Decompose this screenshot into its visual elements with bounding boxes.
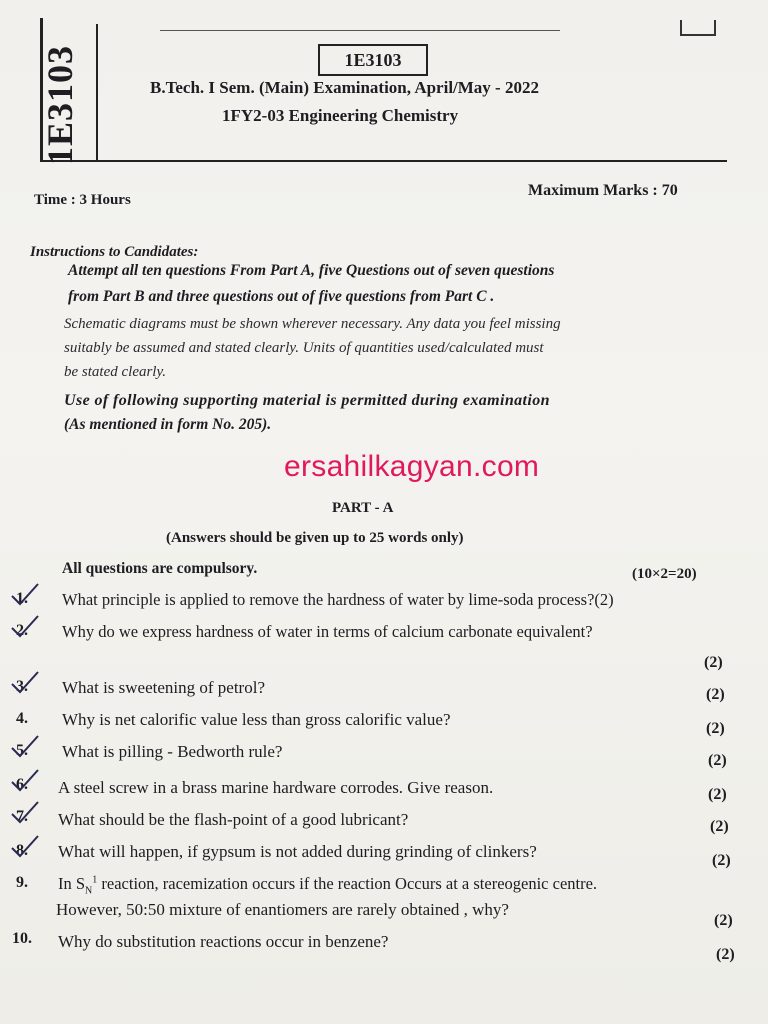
marks-scheme: (10×2=20) xyxy=(632,566,697,582)
instructions-heading: Instructions to Candidates: xyxy=(30,244,199,260)
tick-icon xyxy=(12,584,38,604)
question-marks: (2) xyxy=(708,752,727,769)
question-text: What is pilling - Bedworth rule? xyxy=(62,742,283,761)
question-text: Why do we express hardness of water in terms of calcium carbonate equivalent? xyxy=(62,622,593,641)
question-marks: (2) xyxy=(708,786,727,803)
compulsory-note: All questions are compulsory. xyxy=(62,560,258,577)
question-number: 7. xyxy=(16,808,28,825)
roll-number-line xyxy=(160,30,560,31)
question-number: 4. xyxy=(16,710,28,727)
question-marks: (2) xyxy=(714,912,733,929)
tick-icon xyxy=(12,736,38,756)
instruction-line: be stated clearly. xyxy=(64,364,167,380)
exam-title: B.Tech. I Sem. (Main) Examination, April/May - 2022 xyxy=(150,78,539,97)
question-text: What will happen, if gypsum is not added during grinding of clinkers? xyxy=(58,842,537,861)
question-number: 2. xyxy=(16,622,28,639)
instruction-line: from Part B and three questions out of five questions from Part C . xyxy=(68,288,495,305)
instruction-line: Attempt all ten questions From Part A, five Questions out of seven questions xyxy=(68,262,555,279)
question-number: 1. xyxy=(16,590,28,607)
corner-mark xyxy=(680,20,716,36)
question-marks: (2) xyxy=(706,686,725,703)
max-marks-label: Maximum Marks : 70 xyxy=(528,182,678,199)
instruction-line: suitably be assumed and stated clearly. Units of quantities used/calculated must xyxy=(64,340,544,356)
side-paper-code: 1E3103 xyxy=(40,44,81,166)
question-text: In $S_N^1$ reaction, racemization occurs if the reaction Occurs at a stereogenic centre. xyxy=(58,874,598,897)
paper-code-box: 1E3103 xyxy=(318,44,428,76)
tick-icon xyxy=(12,802,38,822)
question-marks: (2) xyxy=(716,946,735,963)
tick-icon xyxy=(12,616,38,636)
question-text: What should be the flash-point of a good lubricant? xyxy=(58,810,409,829)
question-number: 10. xyxy=(12,930,32,947)
question-number: 6. xyxy=(16,776,28,793)
question-marks: (2) xyxy=(704,654,723,671)
instruction-line: Schematic diagrams must be shown wherever necessary. Any data you feel missing xyxy=(64,316,561,332)
tick-icon xyxy=(12,770,38,790)
side-divider xyxy=(96,24,98,160)
question-text-continued: However, 50:50 mixture of enantiomers are rarely obtained , why? xyxy=(56,900,509,919)
question-marks: (2) xyxy=(712,852,731,869)
site-watermark: ersahilkagyan.com xyxy=(284,450,540,483)
part-a-title: PART - A xyxy=(332,500,394,516)
tick-icon xyxy=(12,672,38,692)
question-text: A steel screw in a brass marine hardware corrodes. Give reason. xyxy=(58,778,494,797)
instruction-line: (As mentioned in form No. 205). xyxy=(64,416,272,433)
question-marks: (2) xyxy=(706,720,725,737)
question-text: Why do substitution reactions occur in benzene? xyxy=(58,932,389,951)
question-text: What is sweetening of petrol? xyxy=(62,678,265,697)
question-number: 5. xyxy=(16,742,28,759)
time-label: Time : 3 Hours xyxy=(34,192,131,208)
subject-title: 1FY2-03 Engineering Chemistry xyxy=(222,106,459,125)
question-text: What principle is applied to remove the hardness of water by lime-soda process?(2) xyxy=(62,590,614,609)
tick-icon xyxy=(12,836,38,856)
question-number: 9. xyxy=(16,874,28,891)
handwritten-tick-marks xyxy=(8,582,48,962)
instruction-line: Use of following supporting material is permitted during examination xyxy=(64,392,550,409)
part-a-subtitle: (Answers should be given up to 25 words only) xyxy=(166,530,464,546)
question-number: 3. xyxy=(16,678,28,695)
question-number: 8. xyxy=(16,842,28,859)
question-text: Why is net calorific value less than gross calorific value? xyxy=(62,710,451,729)
question-marks: (2) xyxy=(710,818,729,835)
